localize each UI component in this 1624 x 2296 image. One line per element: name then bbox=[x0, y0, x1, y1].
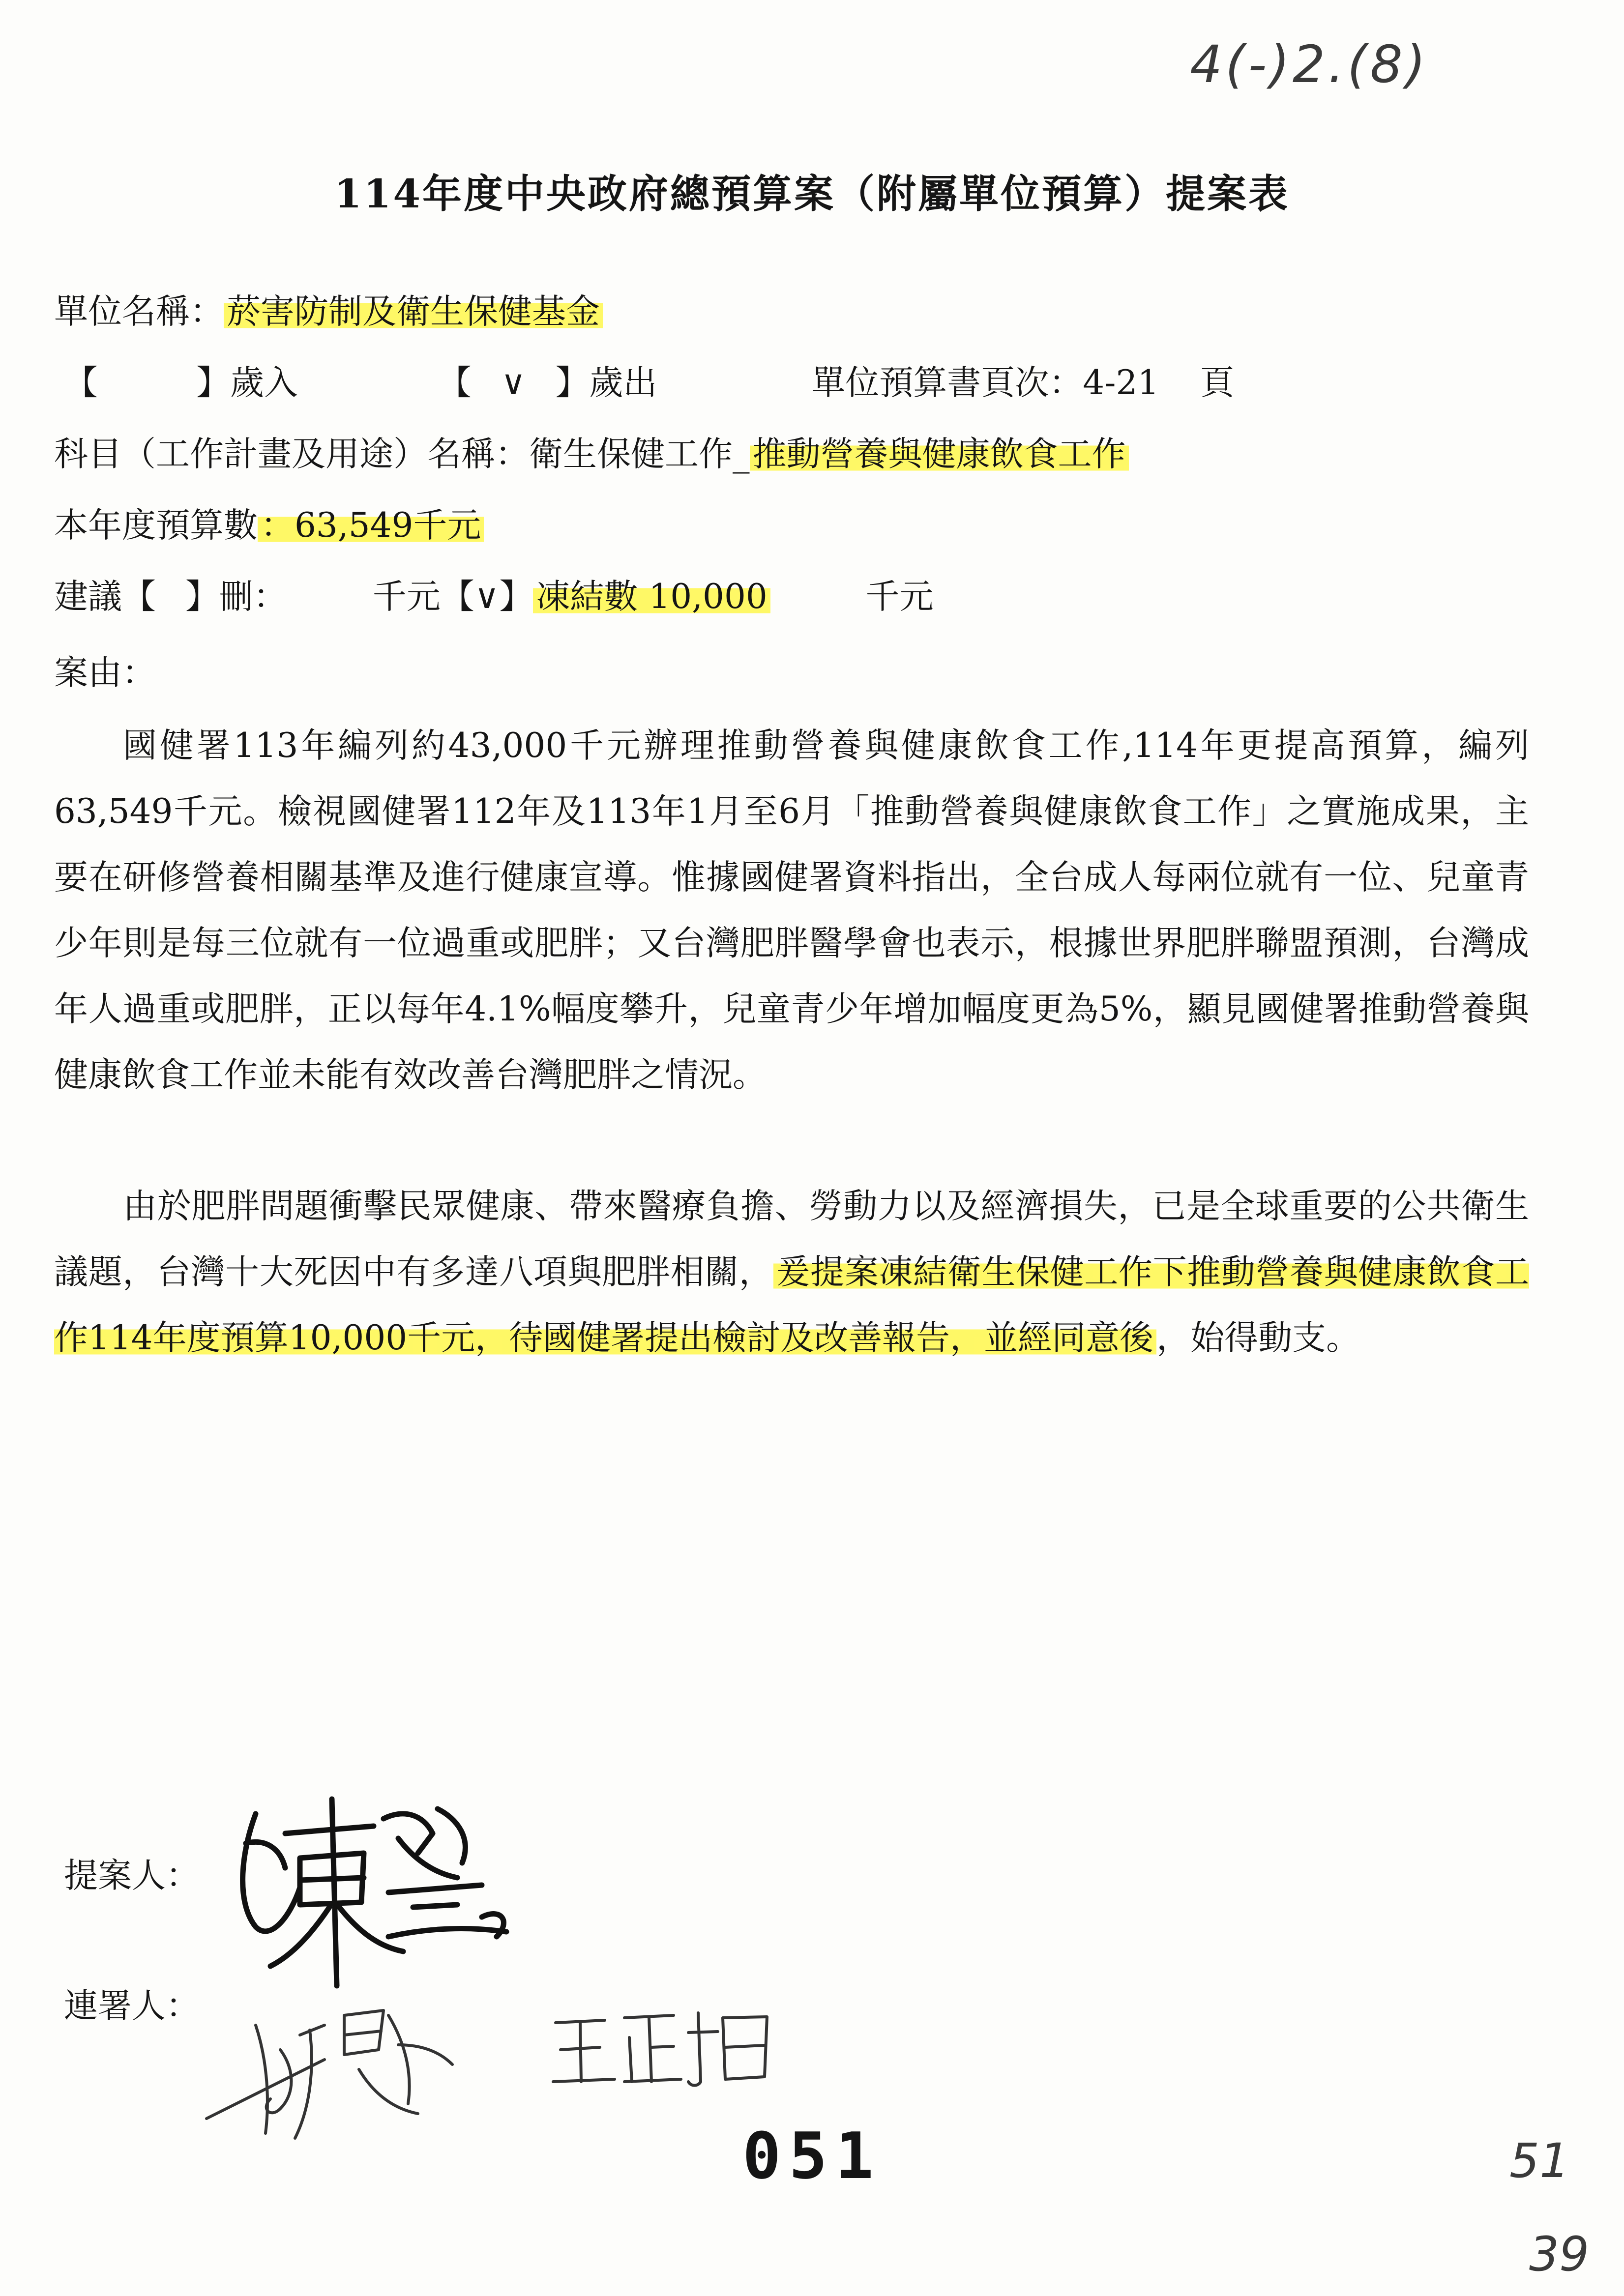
item-row bbox=[54, 435, 1129, 474]
delete-unit: 千元【 bbox=[372, 577, 474, 616]
freeze-bracket-close: 】 bbox=[499, 577, 533, 616]
item-label: 科目（工作計畫及用途）名稱： bbox=[54, 435, 529, 474]
paragraph-2-text-after: ，始得動支。 bbox=[1156, 1318, 1360, 1358]
page-number: 051 bbox=[742, 2119, 882, 2193]
budget-value: ：63,549千元 bbox=[258, 506, 484, 545]
page-ref-unit: 頁 bbox=[1200, 363, 1235, 403]
type-row bbox=[64, 363, 1235, 403]
item-prefix: 衛生保健工作_ bbox=[529, 435, 750, 474]
reason-paragraph-2 bbox=[54, 1173, 1529, 1371]
revenue-label: 】歲入 bbox=[196, 363, 298, 403]
document-title: 114年度中央政府總預算案（附屬單位預算）提案表 bbox=[334, 171, 1290, 217]
page-ref-value: 4-21 bbox=[1083, 363, 1159, 403]
cosigner-label: 連署人： bbox=[64, 1986, 200, 2026]
item-value: 推動營養與健康飲食工作 bbox=[750, 435, 1129, 474]
unit-value: 菸害防制及衛生保健基金 bbox=[224, 292, 603, 331]
reason-label: 案由： bbox=[54, 653, 156, 693]
proposal-row bbox=[54, 577, 934, 616]
proposer-label: 提案人： bbox=[64, 1856, 200, 1895]
proposal-prefix: 建議【 bbox=[54, 577, 156, 616]
expense-check-mark: ∨ bbox=[501, 363, 526, 403]
paragraph-2-highlight: 爰提案凍結衛生保健工作下推動營養與健康飲食工作114年度預算10,000千元，待國健署提出檢討及改善報告，並經同意後 bbox=[54, 1252, 1530, 1358]
expense-bracket-open: 【 bbox=[437, 363, 472, 403]
margin-note-1: 51 bbox=[1509, 2133, 1570, 2188]
unit-row bbox=[54, 292, 603, 331]
budget-row bbox=[54, 506, 484, 545]
budget-label: 本年度預算數 bbox=[54, 506, 258, 545]
freeze-check-mark: ∨ bbox=[474, 577, 500, 616]
cosigner-signature-2 bbox=[551, 2008, 777, 2096]
proposer-signature bbox=[226, 1779, 521, 2005]
paragraph-2-text-before: 由於肥胖問題衝擊民眾健康、帶來醫療負擔、勞動力以及經濟損失，已是全球重要的公共衛生議題，台灣十大死因中有多達八項與肥胖相關， bbox=[54, 1187, 1529, 1292]
expense-label: 】歲出 bbox=[555, 363, 657, 403]
delete-label: 】刪： bbox=[185, 577, 287, 616]
corner-reference-note: 4(-)2.(8) bbox=[1190, 34, 1429, 94]
revenue-bracket-open: 【 bbox=[64, 363, 98, 403]
freeze-unit: 千元 bbox=[865, 577, 934, 616]
margin-note-2: 39 bbox=[1529, 2227, 1590, 2282]
reason-paragraph-1: 國健署113年編列約43,000千元辦理推動營養與健康飲食工作,114年更提高預算，編列63,549千元。檢視國健署112年及113年1月至6月「推動營養與健康飲食工作」之實施成果，主要在研修營養相關基準及進行健康宣導。惟據國健署資料指出，全台成人每兩位就有一位、兒童青少年則是每三位就有一位過重或肥胖；又台灣肥胖醫學會也表示，根據世界肥胖聯盟預測，台灣成年人過重或肥胖，正以每年4.1%幅度攀升，兒童青少年增加幅度更為5%，顯見國健署推動營養與健康飲食工作並未能有效改善台灣肥胖之情況。 bbox=[54, 726, 1529, 1095]
unit-label: 單位名稱： bbox=[54, 292, 224, 331]
freeze-value: 凍結數 10,000 bbox=[533, 577, 770, 616]
page-ref-label: 單位預算書頁次： bbox=[811, 363, 1083, 403]
